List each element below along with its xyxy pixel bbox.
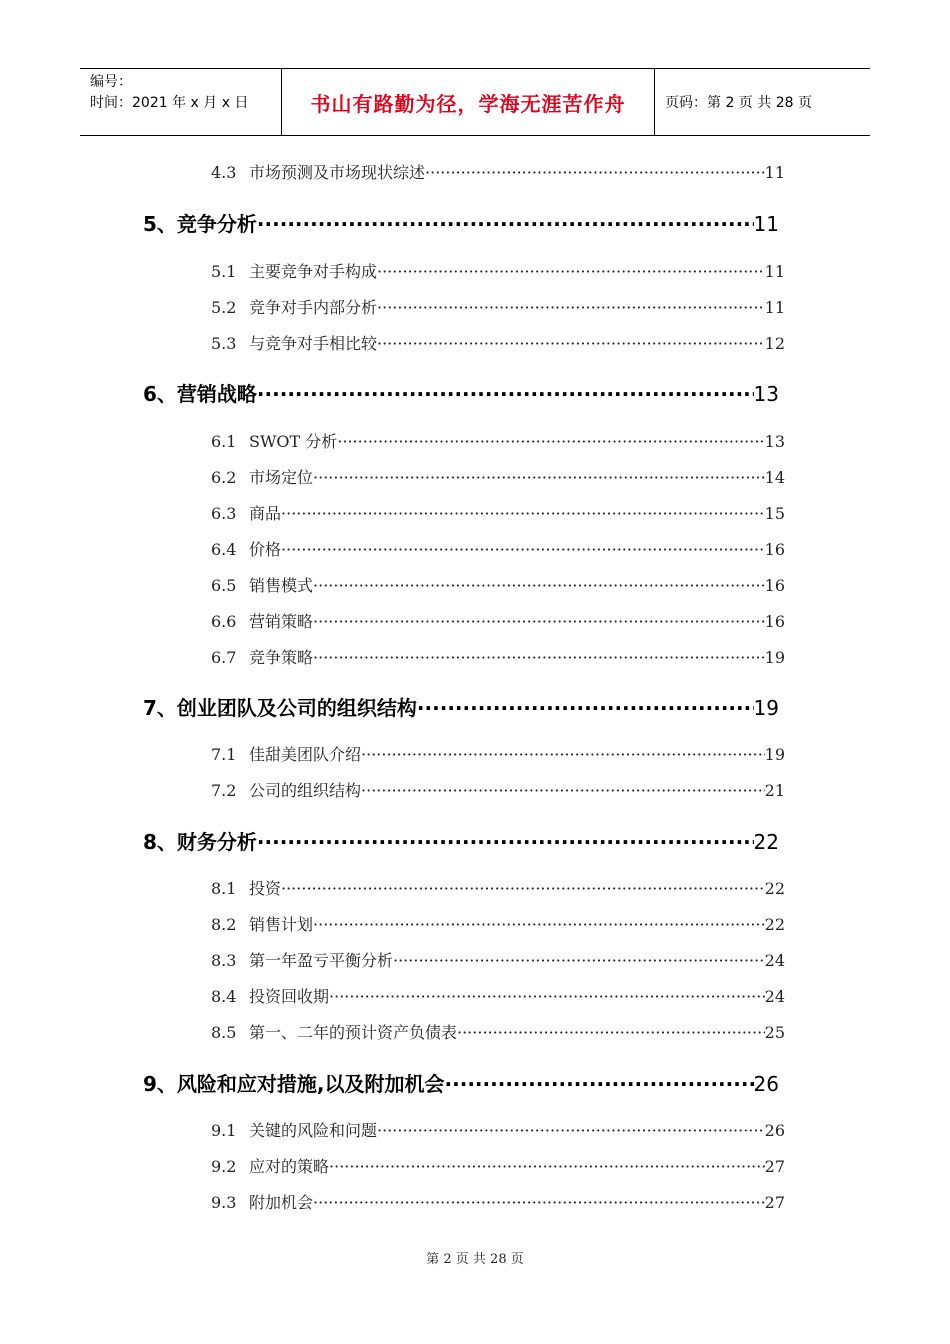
toc-label: 营销战略 (176, 382, 257, 406)
toc-leader-dots (281, 504, 765, 523)
toc-number: 5.3 (211, 334, 237, 353)
toc-entry[interactable] (211, 1154, 785, 1177)
toc-page-number: 26 (764, 1121, 785, 1140)
toc-label: 投资回收期 (249, 987, 330, 1006)
toc-entry[interactable] (211, 537, 785, 560)
toc-page-number: 19 (764, 745, 785, 764)
toc-leader-dots (393, 951, 765, 970)
toc-entry[interactable] (211, 645, 785, 668)
toc-number: 9、 (143, 1072, 177, 1096)
toc-label: 市场预测及市场现状综述 (249, 163, 426, 182)
toc-page-number: 12 (764, 334, 785, 353)
toc-entry[interactable] (211, 1020, 785, 1043)
toc-label: 竞争策略 (249, 648, 314, 667)
toc-entry[interactable] (211, 948, 785, 971)
toc-entry[interactable] (211, 1118, 785, 1141)
toc-page-number: 11 (764, 298, 785, 317)
toc-number: 7、 (143, 696, 177, 720)
toc-leader-dots (281, 879, 765, 898)
toc-page-number: 27 (764, 1193, 785, 1212)
toc-number: 4.3 (211, 163, 237, 182)
toc-label: 竞争分析 (176, 212, 257, 236)
toc-entry[interactable] (211, 1190, 785, 1213)
toc-label: 关键的风险和问题 (249, 1121, 378, 1140)
toc-leader-dots (313, 612, 765, 631)
toc-page-number: 13 (764, 432, 785, 451)
toc-number: 8.2 (211, 915, 237, 934)
toc-page-number: 22 (764, 915, 785, 934)
toc-number: 6.3 (211, 504, 237, 523)
toc-page-number: 19 (753, 696, 779, 720)
toc-page-number: 16 (764, 576, 785, 595)
toc-leader-dots (457, 1023, 765, 1042)
toc-entry[interactable] (211, 160, 785, 183)
toc-page-number: 27 (764, 1157, 785, 1176)
toc-leader-dots (329, 987, 765, 1006)
toc-entry[interactable] (211, 331, 785, 354)
toc-number: 8.1 (211, 879, 237, 898)
toc-page-number: 26 (753, 1072, 779, 1096)
page-footer: 第 2 页 共 28 页 (426, 1252, 524, 1267)
toc-page-number: 11 (764, 262, 785, 281)
toc-leader-dots (281, 540, 765, 559)
toc-page-number: 14 (764, 468, 785, 487)
header-meta (80, 69, 282, 135)
toc-label: 市场定位 (249, 468, 314, 487)
toc-number: 6.7 (211, 648, 237, 667)
toc-leader-dots (445, 1072, 754, 1096)
toc-number: 5.1 (211, 262, 237, 281)
toc-leader-dots (377, 1121, 765, 1140)
toc-leader-dots (257, 212, 754, 236)
toc-label: 应对的策略 (249, 1157, 330, 1176)
toc-label: 第一、二年的预计资产负债表 (249, 1023, 458, 1042)
toc-leader-dots (337, 432, 764, 451)
toc-entry[interactable] (211, 876, 785, 899)
toc-leader-dots (377, 334, 765, 353)
toc-label: 附加机会 (249, 1193, 314, 1212)
toc-number: 6.2 (211, 468, 237, 487)
toc-entry[interactable] (211, 984, 785, 1007)
toc-label: 投资 (249, 879, 282, 898)
toc-leader-dots (313, 915, 765, 934)
toc-leader-dots (425, 163, 765, 182)
toc-page-number: 15 (764, 504, 785, 523)
toc-leader-dots (361, 781, 765, 800)
toc-page-number: 13 (753, 382, 779, 406)
toc-leader-dots (377, 262, 765, 281)
toc-leader-dots (313, 1193, 765, 1212)
toc-number: 8.5 (211, 1023, 237, 1042)
toc-page-number: 22 (764, 879, 785, 898)
toc-leader-dots (313, 468, 765, 487)
toc-section[interactable] (143, 692, 779, 721)
toc-number: 6.6 (211, 612, 237, 631)
toc-label: 佳甜美团队介绍 (249, 745, 362, 764)
toc-entry[interactable] (211, 573, 785, 596)
toc-section[interactable] (143, 826, 779, 855)
toc-number: 6.1 (211, 432, 237, 451)
header-page-info: 页码：第 2 页 共 28 页 (665, 95, 812, 111)
toc-section[interactable] (143, 208, 779, 237)
toc-label: 销售模式 (249, 576, 314, 595)
toc-label: 财务分析 (176, 830, 257, 854)
toc-leader-dots (361, 745, 765, 764)
toc-leader-dots (329, 1157, 765, 1176)
toc-page-number: 25 (764, 1023, 785, 1042)
toc-page-number: 16 (764, 540, 785, 559)
toc-label: 价格 (249, 540, 282, 559)
toc-page-number: 16 (764, 612, 785, 631)
toc-label: 风险和应对措施,以及附加机会 (176, 1072, 445, 1096)
toc-leader-dots (417, 696, 754, 720)
toc-number: 9.1 (211, 1121, 237, 1140)
toc-entry[interactable] (211, 429, 785, 452)
serial-label: 编号： (90, 74, 132, 90)
toc-label: 商品 (249, 504, 282, 523)
toc-entry[interactable] (211, 259, 785, 282)
toc-number: 8.4 (211, 987, 237, 1006)
toc-section[interactable] (143, 1068, 779, 1097)
toc-number: 8、 (143, 830, 177, 854)
toc-label: 与竞争对手相比较 (249, 334, 378, 353)
toc-page-number: 24 (764, 987, 785, 1006)
time-label: 时间：2021 年 x 月 x 日 (90, 95, 249, 111)
toc-leader-dots (313, 576, 765, 595)
toc-leader-dots (257, 382, 754, 406)
toc-number: 9.2 (211, 1157, 237, 1176)
toc-entry[interactable] (211, 501, 785, 524)
toc-leader-dots (313, 648, 765, 667)
toc-entry[interactable] (211, 778, 785, 801)
toc-label: SWOT 分析 (249, 432, 338, 451)
toc-number: 6.4 (211, 540, 237, 559)
toc-entry[interactable] (211, 609, 785, 632)
toc-leader-dots (257, 830, 754, 854)
toc-label: 销售计划 (249, 915, 314, 934)
toc-number: 6、 (143, 382, 177, 406)
toc-number: 7.1 (211, 745, 237, 764)
toc-number: 7.2 (211, 781, 237, 800)
toc-page-number: 11 (753, 212, 779, 236)
toc-entry[interactable] (211, 295, 785, 318)
toc-label: 公司的组织结构 (249, 781, 362, 800)
toc-page-number: 19 (764, 648, 785, 667)
toc-label: 营销策略 (249, 612, 314, 631)
header-motto: 书山有路勤为径，学海无涯苦作舟 (282, 69, 655, 135)
toc-page-number: 24 (764, 951, 785, 970)
toc-section[interactable] (143, 378, 779, 407)
toc-leader-dots (377, 298, 765, 317)
page-header (80, 68, 870, 136)
toc-label: 第一年盈亏平衡分析 (249, 951, 394, 970)
toc-entry[interactable] (211, 912, 785, 935)
toc-number: 8.3 (211, 951, 237, 970)
toc-entry[interactable] (211, 465, 785, 488)
toc-number: 9.3 (211, 1193, 237, 1212)
toc-page-number: 11 (764, 163, 785, 182)
toc-number: 5.2 (211, 298, 237, 317)
toc-label: 主要竞争对手构成 (249, 262, 378, 281)
toc-number: 6.5 (211, 576, 237, 595)
toc-number: 5、 (143, 212, 177, 236)
toc-entry[interactable] (211, 742, 785, 765)
toc-page-number: 21 (764, 781, 785, 800)
toc-page-number: 22 (753, 830, 779, 854)
toc-label: 创业团队及公司的组织结构 (176, 696, 417, 720)
toc-label: 竞争对手内部分析 (249, 298, 378, 317)
